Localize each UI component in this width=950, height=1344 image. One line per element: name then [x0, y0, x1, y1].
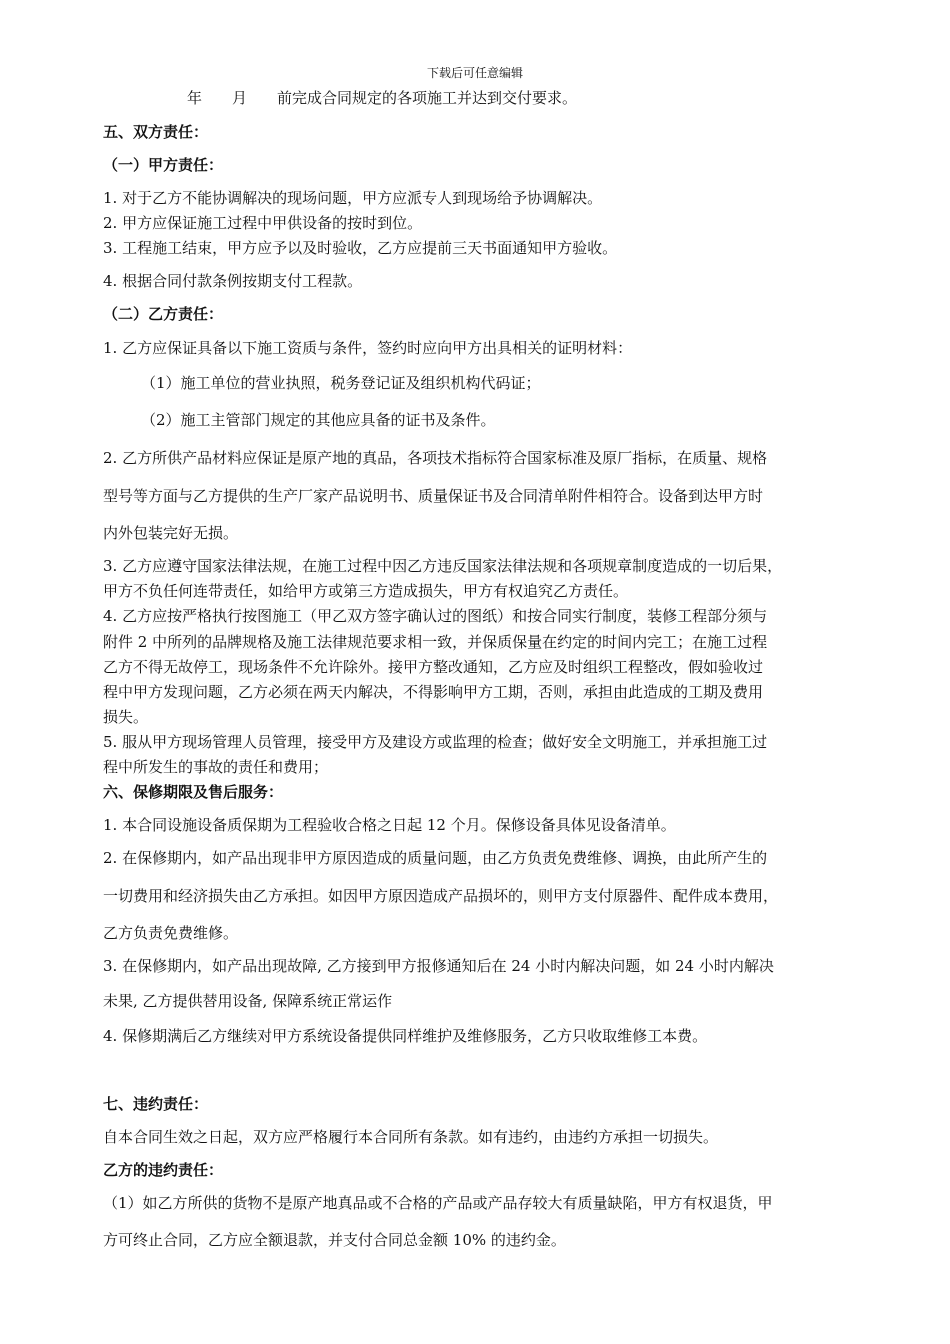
party-b-item-5-line-1: 5. 服从甲方现场管理人员管理，接受甲方及建设方或监理的检查；做好安全文明施工，并承担施工过 [103, 733, 768, 751]
warranty-item-3-line-2: 未果, 乙方提供替用设备, 保障系统正常运作 [103, 992, 393, 1010]
party-b-item-4-line-4: 程中甲方发现问题，乙方必须在两天内解决，不得影响甲方工期，否则，承担由此造成的工期及费用 [103, 683, 764, 701]
party-a-item-2: 2. 甲方应保证施工过程中甲供设备的按时到位。 [103, 214, 423, 232]
party-b-item-4-line-1: 4. 乙方应按严格执行按图施工（甲乙双方签字确认过的图纸）和按合同实行制度，装修工程部分须与 [103, 607, 768, 625]
breach-item-1-line-1: （1）如乙方所供的货物不是原产地真品或不合格的产品或产品存较大有质量缺陷，甲方有权退货，甲 [103, 1194, 773, 1212]
party-b-item-2-line-1: 2. 乙方所供产品材料应保证是原产地的真品，各项技术指标符合国家标准及原厂指标，在质量、规格 [103, 449, 768, 467]
warranty-item-4: 4. 保修期满后乙方继续对甲方系统设备提供同样维护及维修服务，乙方只收取维修工本费。 [103, 1027, 708, 1045]
party-a-item-3: 3. 工程施工结束，甲方应予以及时验收，乙方应提前三天书面通知甲方验收。 [103, 239, 618, 257]
breach-item-1-line-2: 方可终止合同，乙方应全额退款，并支付合同总金额 10% 的违约金。 [103, 1231, 566, 1249]
warranty-item-1: 1. 本合同设施设备质保期为工程验收合格之日起 12 个月。保修设备具体见设备清单。 [103, 816, 676, 834]
party-b-sub-item-1: （1）施工单位的营业执照，税务登记证及组织机构代码证； [141, 374, 541, 392]
party-b-item-1: 1. 乙方应保证具备以下施工资质与条件，签约时应向甲方出具相关的证明材料： [103, 339, 633, 357]
party-b-item-5-line-2: 程中所发生的事故的责任和费用； [103, 758, 329, 776]
party-b-sub-item-2: （2）施工主管部门规定的其他应具备的证书及条件。 [141, 411, 496, 429]
warranty-item-2-line-3: 乙方负责免费维修。 [103, 924, 239, 942]
party-b-item-2-line-3: 内外包装完好无损。 [103, 524, 239, 542]
warranty-item-3-line-1: 3. 在保修期内，如产品出现故障, 乙方接到甲方报修通知后在 24 小时内解决问题，如 24 小时内解决 [103, 957, 774, 975]
warranty-item-2-line-2: 一切费用和经济损失由乙方承担。如因甲方原因造成产品损坏的，则甲方支付原器件、配件成本费用， [103, 887, 779, 905]
party-b-item-3-line-2: 甲方不负任何连带责任，如给甲方或第三方造成损失，甲方有权追究乙方责任。 [103, 582, 629, 600]
section-heading-6: 六、保修期限及售后服务： [103, 783, 284, 801]
party-b-item-4-line-2: 附件 2 中所列的品牌规格及施工法律规范要求相一致，并保质保量在约定的时间内完工；在施工过程 [103, 633, 768, 651]
party-a-item-4: 4. 根据合同付款条例按期支付工程款。 [103, 272, 363, 290]
section-heading-5: 五、双方责任： [103, 123, 209, 141]
party-b-item-2-line-2: 型号等方面与乙方提供的生产厂家产品说明书、质量保证书及合同清单附件相符合。设备到达甲方时 [103, 487, 764, 505]
subsection-heading-party-b: （二）乙方责任： [103, 305, 224, 323]
deadline-line: 年 月 前完成合同规定的各项施工并达到交付要求。 [187, 89, 578, 107]
party-b-breach-heading: 乙方的违约责任： [103, 1161, 224, 1179]
subsection-heading-party-a: （一）甲方责任： [103, 156, 224, 174]
party-b-item-4-line-5: 损失。 [103, 708, 149, 726]
party-b-item-3-line-1: 3. 乙方应遵守国家法律法规，在施工过程中因乙方违反国家法律法规和各项规章制度造成的一切后果， [103, 557, 783, 575]
party-b-item-4-line-3: 乙方不得无故停工，现场条件不允许除外。接甲方整改通知，乙方应及时组织工程整改，假如验收过 [103, 658, 764, 676]
page-header: 下载后可任意编辑 [426, 66, 523, 80]
warranty-item-2-line-1: 2. 在保修期内，如产品出现非甲方原因造成的质量问题，由乙方负责免费维修、调换，由此所产生的 [103, 849, 768, 867]
breach-intro: 自本合同生效之日起，双方应严格履行本合同所有条款。如有违约，由违约方承担一切损失。 [103, 1128, 719, 1146]
party-a-item-1: 1. 对于乙方不能协调解决的现场问题，甲方应派专人到现场给予协调解决。 [103, 189, 603, 207]
section-heading-7: 七、违约责任： [103, 1095, 209, 1113]
